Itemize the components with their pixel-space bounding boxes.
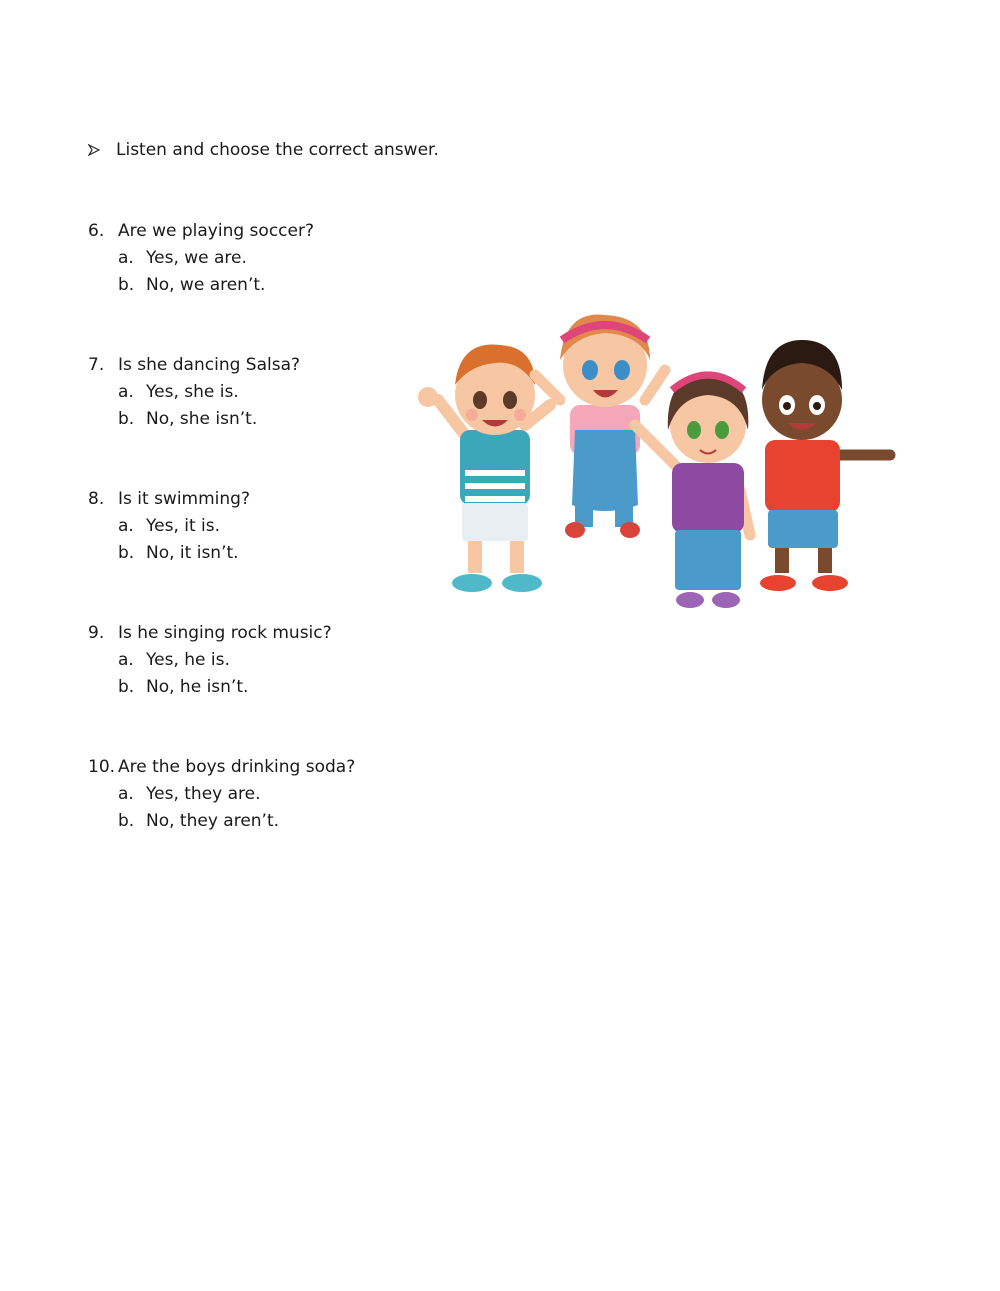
option-text: No, he isn’t. [146,677,249,697]
option-letter: a. [118,516,134,536]
option-letter: a. [118,382,134,402]
option-b[interactable] [118,808,355,835]
kid-boy-teal-shirt [418,345,550,593]
option-letter: b. [118,811,135,831]
kid-girl-purple-shirt [635,373,750,608]
option-text: Yes, he is. [146,650,230,670]
option-a[interactable] [118,781,355,808]
option-b[interactable] [118,272,314,299]
option-letter: a. [118,248,134,268]
option-text: No, she isn’t. [146,409,258,429]
option-text: No, we aren’t. [146,275,266,295]
arrow-bullet-icon [88,144,100,156]
option-text: No, it isn’t. [146,543,239,563]
option-text: Yes, it is. [146,516,221,536]
option-letter: b. [118,409,135,429]
option-text: Yes, we are. [146,248,247,268]
option-text: Yes, she is. [146,382,239,402]
kid-girl-overalls [535,315,665,538]
question-9 [88,620,332,701]
option-text: No, they aren’t. [146,811,280,831]
question-6 [88,218,314,299]
option-letter: b. [118,677,135,697]
option-letter: b. [118,275,135,295]
kids-illustration [410,305,910,615]
question-number: 8. [88,489,105,509]
option-letter: b. [118,543,135,563]
option-text: Yes, they are. [146,784,261,804]
option-b[interactable] [118,674,332,701]
question-number: 7. [88,355,105,375]
question-8 [88,486,250,567]
question-text: Is it swimming? [118,489,250,509]
question-text: Is she dancing Salsa? [118,355,301,375]
question-text: Are we playing soccer? [118,221,314,241]
question-number: 9. [88,623,105,643]
question-number: 10. [88,757,116,777]
option-b[interactable] [118,406,300,433]
question-10 [88,754,355,835]
option-a[interactable] [118,379,300,406]
option-a[interactable] [118,245,314,272]
option-b[interactable] [118,540,250,567]
option-a[interactable] [118,647,332,674]
instruction-text: Listen and choose the correct answer. [116,140,439,160]
question-7 [88,352,300,433]
question-text: Are the boys drinking soda? [118,757,356,777]
kid-boy-red-shirt [760,340,890,591]
option-a[interactable] [118,513,250,540]
question-number: 6. [88,221,105,241]
question-text: Is he singing rock music? [118,623,332,643]
instruction [88,140,439,160]
option-letter: a. [118,784,134,804]
option-letter: a. [118,650,134,670]
